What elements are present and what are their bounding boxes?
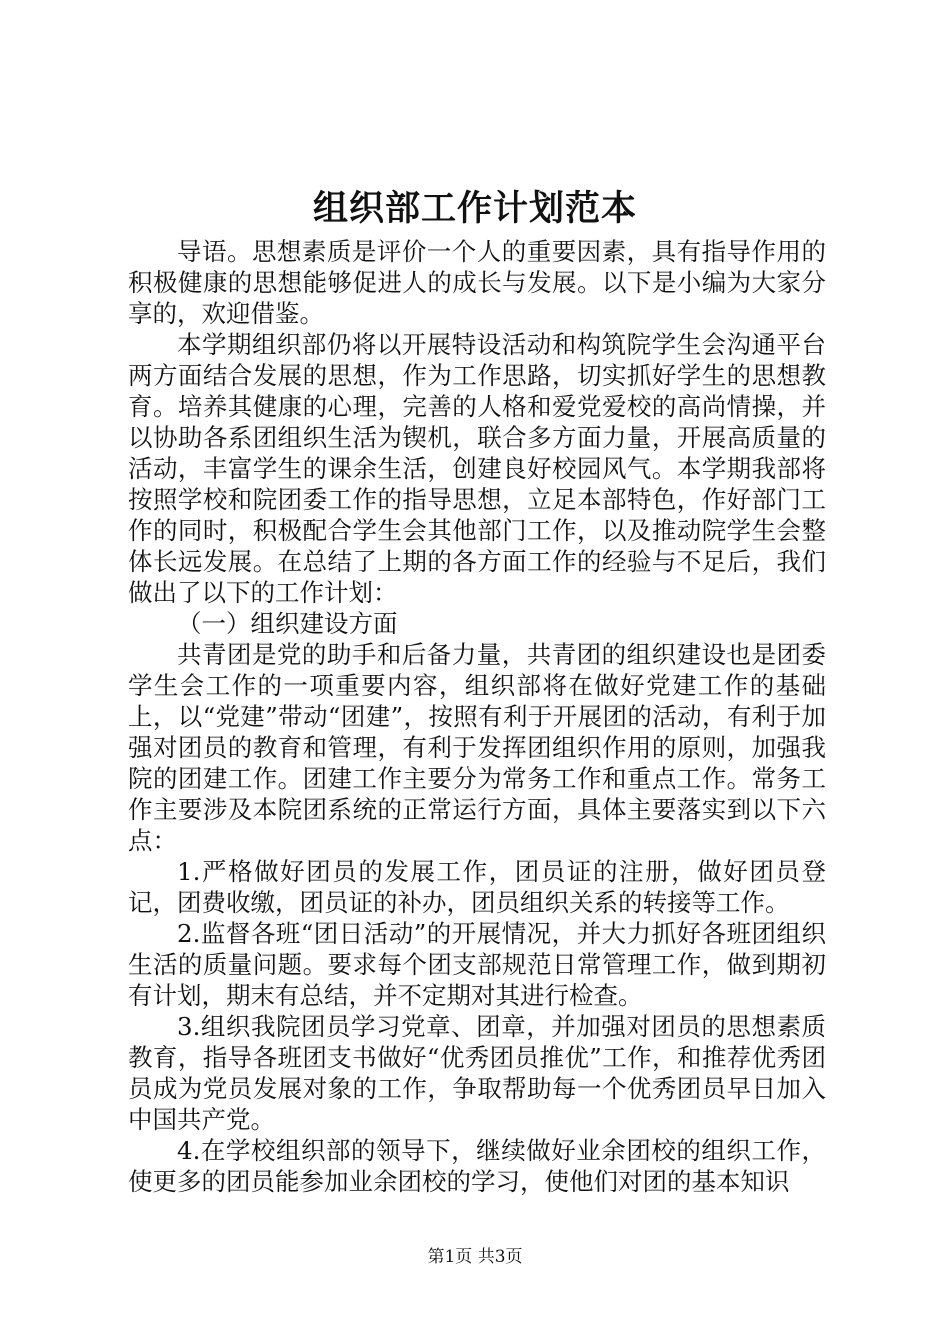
list-item-4: 4.在学校组织部的领导下，继续做好业余团校的组织工作，使更多的团员能参加业余团校的学习，使他们对团的基本知识 [128,1136,826,1196]
page-number-footer: 第1页 共3页 [427,1247,523,1267]
document-title: 组织部工作计划范本 [312,188,637,229]
paragraph-intro: 导语。思想素质是评价一个人的重要因素，具有指导作用的积极健康的思想能够促进人的成长与发展。以下是小编为大家分享的，欢迎借鉴。 [128,237,826,328]
paragraph-plan-overview: 本学期组织部仍将以开展特设活动和构筑院学生会沟通平台两方面结合发展的思想，作为工作思路，切实抓好学生的思想教育。培养其健康的心理，完善的人格和爱党爱校的高尚情操，并以协助各系团组织生活为锲机，联合多方面力量，开展高质量的活动，丰富学生的课余生活，创建良好校园风气。本学期我部将按照学校和院团委工作的指导思想，立足本部特色，作好部门工作的同时，积极配合学生会其他部门工作，以及推动院学生会整体长远发展。在总结了上期的各方面工作的经验与不足后，我们做出了以下的工作计划： [128,330,826,607]
document-body [128,236,826,1197]
list-item-3: 3.组织我院团员学习党章、团章，并加强对团员的思想素质教育，指导各班团支书做好“优秀团员推优”工作，和推荐优秀团员成为党员发展对象的工作，争取帮助每一个优秀团员早日加入中国共产党。 [128,1012,826,1134]
paragraph-league-building: 共青团是党的助手和后备力量，共青团的组织建设也是团委学生会工作的一项重要内容，组织部将在做好党建工作的基础上，以“党建”带动“团建”，按照有利于开展团的活动，有利于加强对团员的教育和管理，有利于发挥团组织作用的原则，加强我院的团建工作。团建工作主要分为常务工作和重点工作。常务工作主要涉及本院团系统的正常运行方面，具体主要落实到以下六点： [128,640,826,855]
list-item-2: 2.监督各班“团日活动”的开展情况，并大力抓好各班团组织生活的质量问题。要求每个团支部规范日常管理工作，做到期初有计划，期末有总结，并不定期对其进行检查。 [128,919,826,1010]
list-item-1: 1.严格做好团员的发展工作，团员证的注册，做好团员登记，团费收缴，团员证的补办，团员组织关系的转接等工作。 [128,857,826,917]
section-heading-organization: （一）组织建设方面 [177,609,398,638]
